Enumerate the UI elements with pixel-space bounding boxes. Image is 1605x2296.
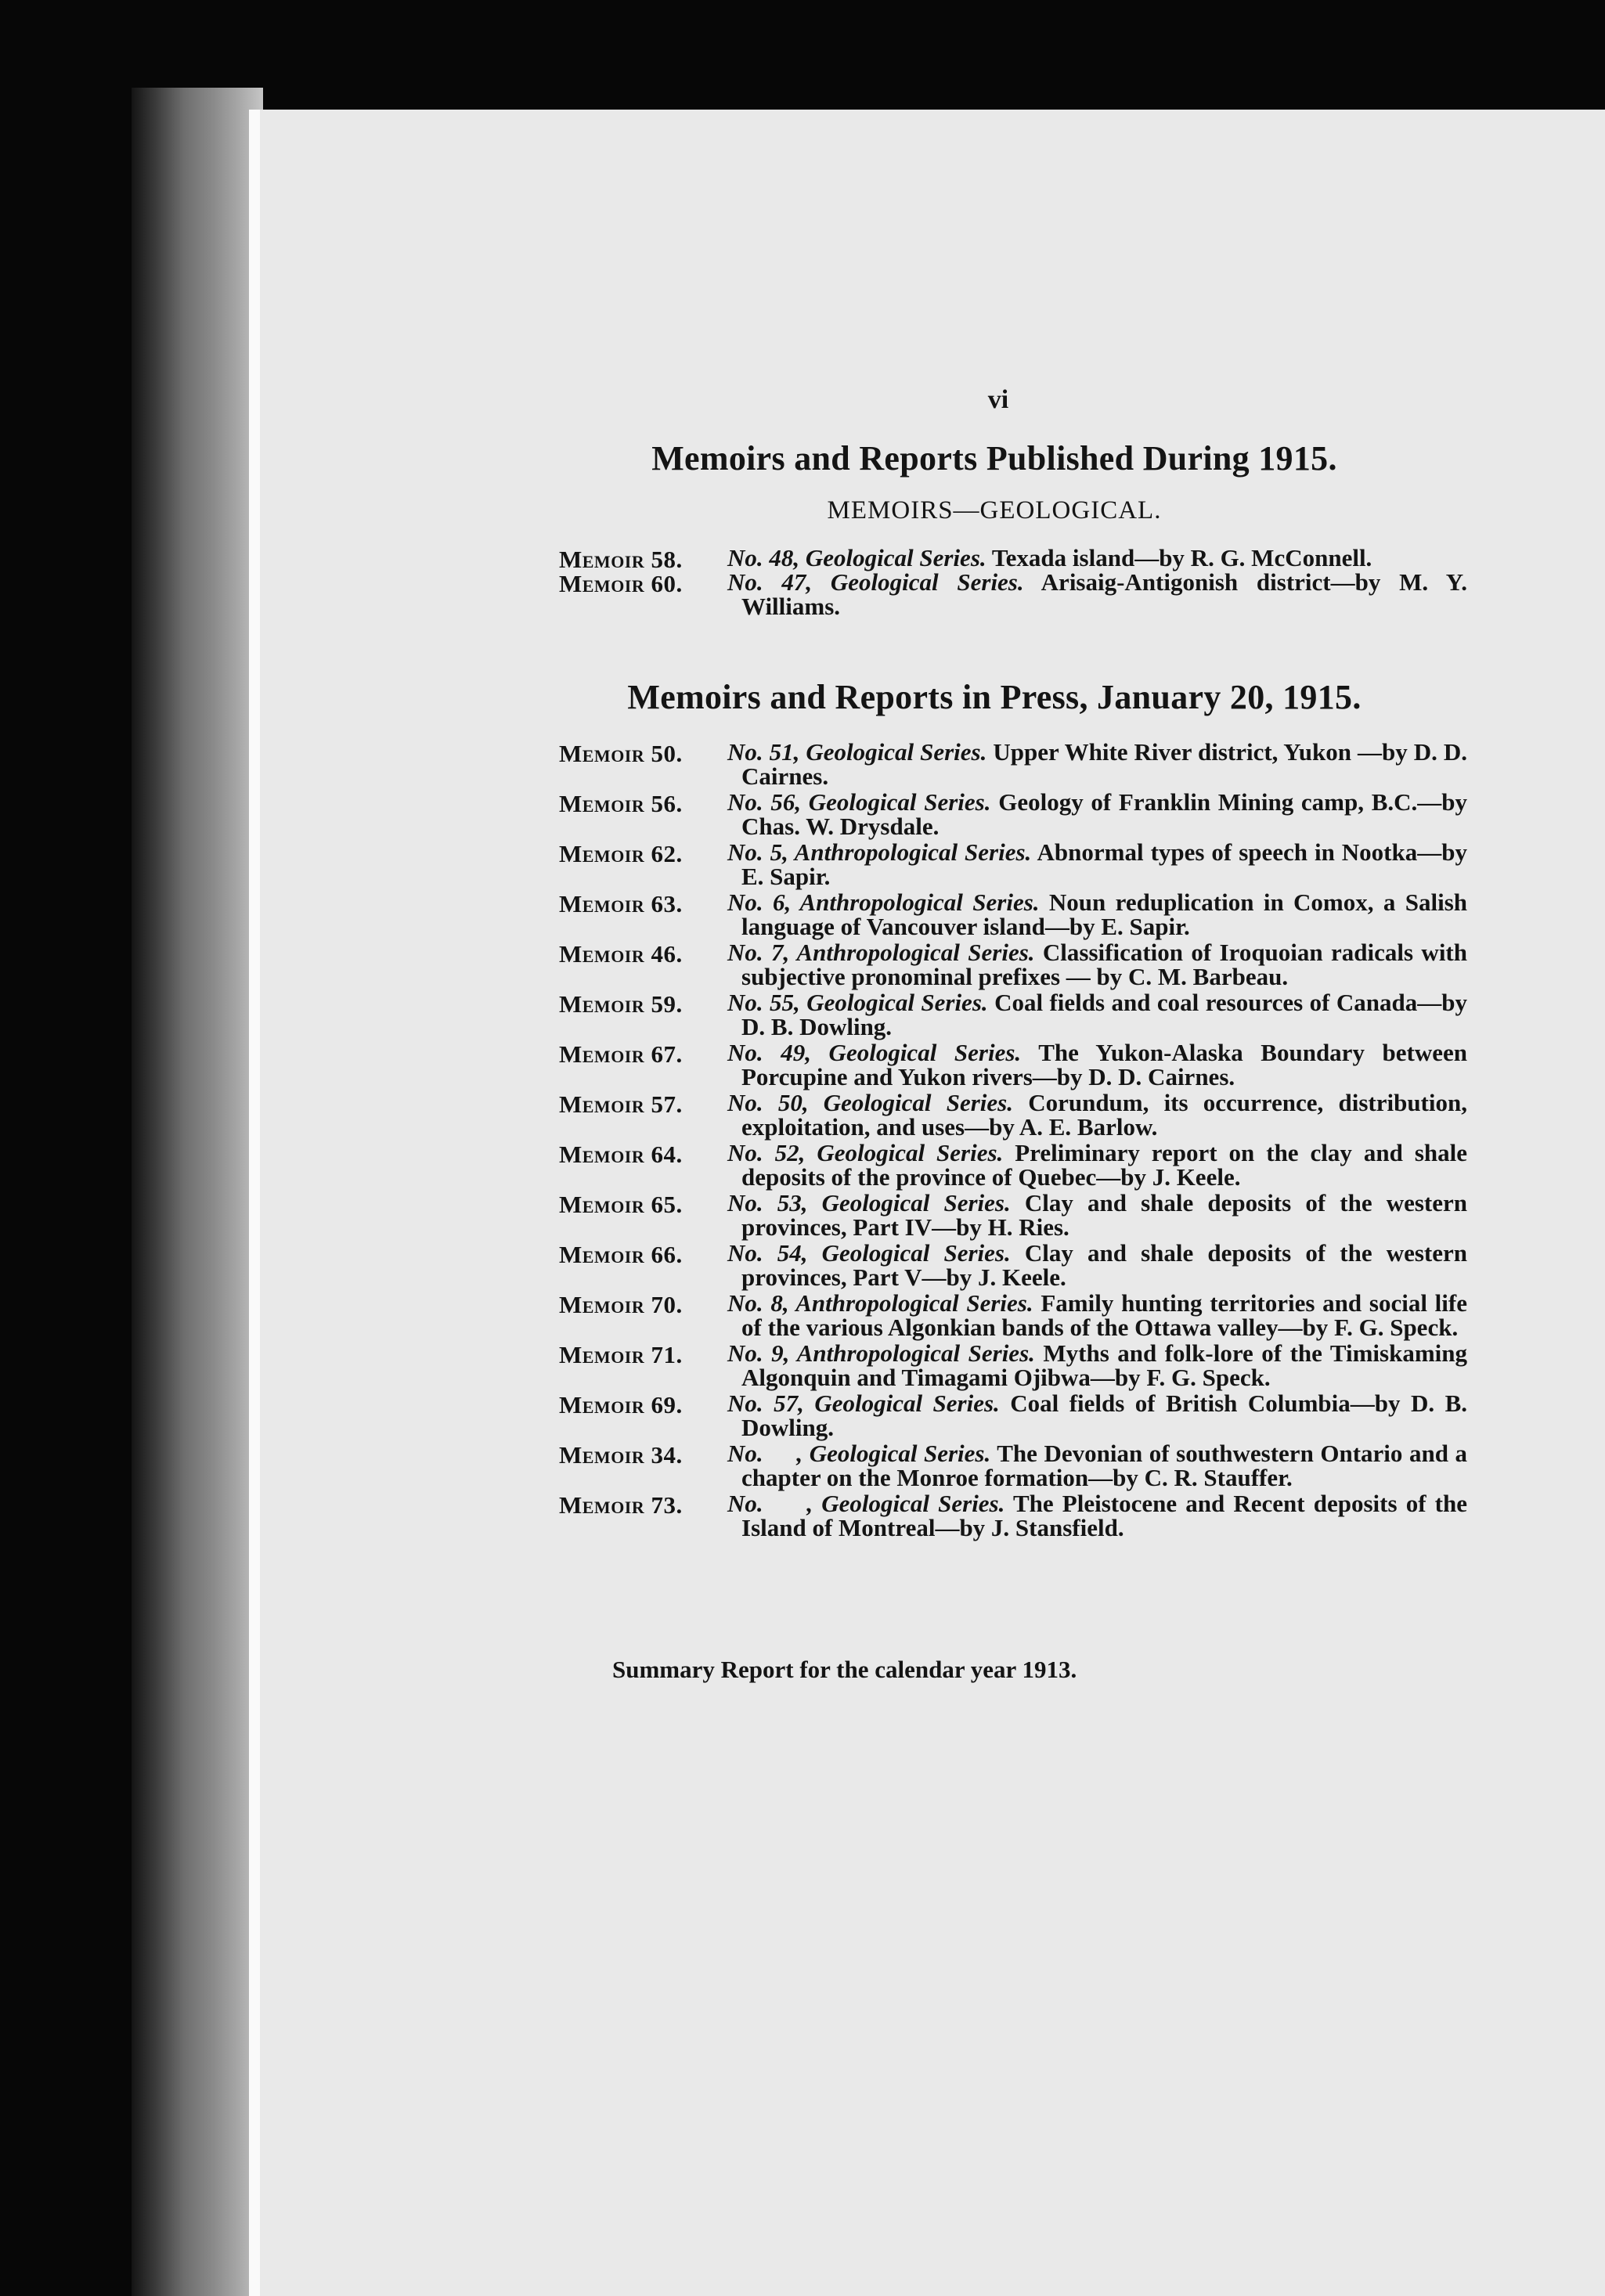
series-label: No. 47, Geological Series. [727, 568, 1024, 596]
list-item [559, 1090, 1467, 1139]
series-label: No. 54, Geological Series. [727, 1239, 1011, 1267]
memoir-number: Memoir 56. [559, 790, 683, 817]
list-item [559, 1141, 1467, 1189]
memoir-number: Memoir 69. [559, 1391, 683, 1418]
series-label: No. 55, Geological Series. [727, 989, 988, 1016]
memoir-number: Memoir 71. [559, 1341, 683, 1368]
memoir-number: Memoir 58. [559, 546, 683, 573]
series-label: No. 56, Geological Series. [727, 788, 991, 816]
series-label: No. 50, Geological Series. [727, 1089, 1013, 1116]
list-item [559, 1040, 1467, 1089]
book-binding [132, 88, 263, 2296]
memoir-number: Memoir 70. [559, 1291, 683, 1318]
entry-description: The Yukon-Alaska Boundary between Porcupine and Yukon rivers—by D. D. Cairnes. [741, 1039, 1467, 1090]
entry-description: Clay and shale deposits of the western provinces, Part V—by J. Keele. [741, 1239, 1467, 1291]
series-label: No. 52, Geological Series. [727, 1139, 1004, 1166]
list-item [559, 1291, 1467, 1339]
memoir-number: Memoir 67. [559, 1040, 683, 1068]
series-label: No. 8, Anthropological Series. [727, 1289, 1033, 1317]
published-heading: Memoirs and Reports Published During 1915. [651, 439, 1337, 478]
memoir-number: Memoir 46. [559, 940, 683, 968]
published-list [559, 546, 1467, 618]
memoir-number: Memoir 65. [559, 1191, 683, 1218]
series-label: No. 6, Anthropological Series. [727, 888, 1040, 916]
published-subheading: MEMOIRS—GEOLOGICAL. [827, 496, 1162, 524]
entry-description: Coal fields of British Columbia—by D. B. Dowling. [741, 1389, 1467, 1441]
entry-description: Texada island—by R. G. McConnell. [991, 544, 1372, 571]
series-label: No. 49, Geological Series. [727, 1039, 1022, 1066]
entry-description: Clay and shale deposits of the western provinces, Part IV—by H. Ries. [741, 1189, 1467, 1241]
list-item [559, 544, 1467, 573]
memoir-number: Memoir 60. [559, 570, 683, 597]
memoir-number: Memoir 50. [559, 740, 683, 767]
series-label: No. 5, Anthropological Series. [727, 838, 1032, 866]
memoir-number: Memoir 59. [559, 990, 683, 1018]
memoir-number: Memoir 62. [559, 840, 683, 867]
list-item [559, 1491, 1467, 1540]
page-number: vi [987, 385, 1009, 414]
series-label: No. 53, Geological Series. [727, 1189, 1011, 1216]
series-label: No. 51, Geological Series. [727, 738, 987, 766]
entry-description: Corundum, its occurrence, distribution, exploitation, and uses—by A. E. Barlow. [741, 1089, 1467, 1141]
entry-description: Arisaig-Antigonish district—by M. Y. Williams. [741, 568, 1467, 620]
entry-description: Myths and folk-lore of the Timiskaming Algonquin and Timagami Ojibwa—by F. G. Speck. [741, 1339, 1468, 1391]
series-label: No. , Geological Series. [727, 1490, 1005, 1517]
entry-description: Noun reduplication in Comox, a Salish language of Vancouver island—by E. Sapir. [741, 888, 1468, 940]
list-item [559, 890, 1467, 939]
entry-description: Family hunting territories and social life of the various Algonkian bands of the Ottawa valley—by F. G. Speck. [741, 1289, 1467, 1341]
series-label: No. 57, Geological Series. [727, 1389, 1000, 1417]
entry-description: Geology of Franklin Mining camp, B.C.—by Chas. W. Drysdale. [741, 788, 1468, 840]
entry-description: The Pleistocene and Recent deposits of the Island of Montreal—by J. Stansfield. [741, 1490, 1467, 1541]
memoir-number: Memoir 63. [559, 890, 683, 917]
series-label: No. , Geological Series. [727, 1440, 991, 1467]
entry-description: Upper White River district, Yukon —by D. D. Cairnes. [741, 738, 1467, 790]
memoir-number: Memoir 57. [559, 1090, 683, 1118]
entry-description: Classification of Iroquoian radicals with subjective pronominal prefixes — by C. M. Barbeau. [741, 939, 1467, 990]
list-item [559, 740, 1467, 788]
list-item [559, 1391, 1467, 1440]
memoir-number: Memoir 64. [559, 1141, 683, 1168]
page-edge [249, 110, 260, 2296]
entry-description: Abnormal types of speech in Nootka—by E. Sapir. [741, 838, 1467, 890]
list-item [559, 1241, 1467, 1289]
in-press-heading: Memoirs and Reports in Press, January 20, 1915. [627, 678, 1362, 716]
memoir-number: Memoir 34. [559, 1441, 683, 1469]
memoir-number: Memoir 66. [559, 1241, 683, 1268]
list-item [559, 1341, 1467, 1389]
list-item [559, 570, 1467, 618]
series-label: No. 7, Anthropological Series. [727, 939, 1035, 966]
list-item [559, 840, 1467, 888]
series-label: No. 9, Anthropological Series. [727, 1339, 1035, 1367]
entry-description: The Devonian of southwestern Ontario and a chapter on the Monroe formation—by C. R. Stauffer. [741, 1440, 1467, 1491]
list-item [559, 1191, 1467, 1239]
series-label: No. 48, Geological Series. [727, 544, 986, 571]
entry-description: Coal fields and coal resources of Canada—by D. B. Dowling. [741, 989, 1468, 1040]
memoir-number: Memoir 73. [559, 1491, 683, 1519]
in-press-list [559, 740, 1467, 1541]
summary-report-note: Summary Report for the calendar year 1913. [612, 1656, 1077, 1683]
entry-description: Preliminary report on the clay and shale deposits of the province of Quebec—by J. Keele. [741, 1139, 1468, 1191]
list-item [559, 1441, 1467, 1490]
list-item [559, 790, 1467, 838]
list-item [559, 990, 1467, 1039]
list-item [559, 940, 1467, 989]
